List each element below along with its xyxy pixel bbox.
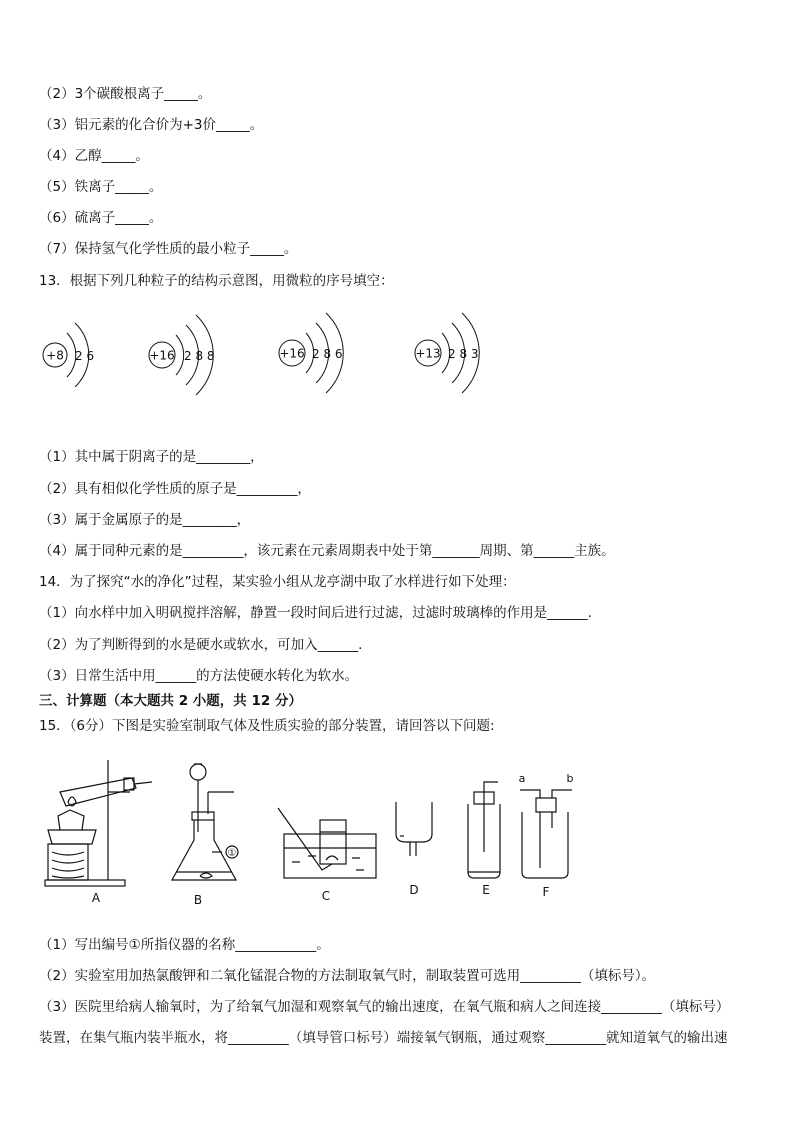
q13-item-4: （4）属于同种元素的是_________，该元素在元素周期表中处于第_______周期、第______主族。 xyxy=(39,543,615,559)
particle-2-nucleus: +16 xyxy=(149,348,175,363)
lab-apparatus-figure xyxy=(0,752,794,922)
particle-4-shells: 2 8 3 xyxy=(448,347,479,361)
apparatus-label-c: C xyxy=(321,889,331,903)
q15-item-1: （1）写出编号①所指仪器的名称____________。 xyxy=(39,937,330,953)
q14-stem: 14．为了探究“水的净化”过程，某实验小组从龙亭湖中取了水样进行如下处理： xyxy=(39,574,516,590)
apparatus-label-f: F xyxy=(542,885,550,899)
q13-item-2: （2）具有相似化学性质的原子是_________， xyxy=(39,481,311,497)
particle-diagrams xyxy=(0,298,794,438)
apparatus-f xyxy=(520,790,572,878)
particle-4-nucleus: +13 xyxy=(415,346,441,361)
port-a-label: a xyxy=(518,772,526,785)
particle-1-nucleus: +8 xyxy=(46,348,64,363)
particle-1 xyxy=(43,323,94,438)
apparatus-b xyxy=(172,764,238,880)
particle-3 xyxy=(279,313,343,438)
q13-item-1: （1）其中属于阴离子的是________， xyxy=(39,449,264,465)
apparatus-label-d: D xyxy=(409,883,419,897)
apparatus-label-e: E xyxy=(482,883,490,897)
q14-item-3: （3）日常生活中用______的方法使硬水转化为软水。 xyxy=(39,668,359,684)
particle-3-shells: 2 8 6 xyxy=(312,347,343,361)
q15-item-2: （2）实验室用加热氯酸钾和二氧化锰混合物的方法制取氧气时，制取装置可选用_________（填标号）。 xyxy=(39,968,656,984)
apparatus-marker: ① xyxy=(227,848,237,859)
apparatus-d xyxy=(396,802,432,856)
particle-3-nucleus: +16 xyxy=(279,346,305,361)
q14-item-1: （1）向水样中加入明矾搅拌溶解，静置一段时间后进行过滤，过滤时玻璃棒的作用是______. xyxy=(39,605,592,621)
particle-4 xyxy=(415,313,479,438)
apparatus-a xyxy=(45,760,152,886)
q12-item-5: （5）铁离子_____。 xyxy=(39,179,163,195)
particle-1-shells: 2 6 xyxy=(75,349,95,363)
q12-item-4: （4）乙醇_____。 xyxy=(39,148,149,164)
q12-item-2: （2）3个碳酸根离子_____。 xyxy=(39,86,212,102)
q15-item-3: （3）医院里给病人输氧时，为了给氧气加湿和观察氧气的输出速度，在氧气瓶和病人之间连接_________（填标号） xyxy=(39,999,730,1015)
q13-stem: 13．根据下列几种粒子的结构示意图，用微粒的序号填空： xyxy=(39,273,394,289)
apparatus-e xyxy=(468,782,500,878)
particle-2 xyxy=(149,315,215,438)
q14-item-2: （2）为了判断得到的水是硬水或软水，可加入______. xyxy=(39,637,363,653)
q12-item-3: （3）铝元素的化合价为+3价_____。 xyxy=(39,117,264,133)
q15-item-3-continued: 装置，在集气瓶内装半瓶水，将_________（填导管口标号）端接氧气钢瓶，通过观察_________就知道氧气的输出速 xyxy=(39,1030,728,1046)
apparatus-c xyxy=(278,808,376,878)
port-b-label: b xyxy=(566,772,574,785)
q15-stem: 15．（6分）下图是实验室制取气体及性质实验的部分装置，请回答以下问题: xyxy=(39,718,495,734)
apparatus-label-b: B xyxy=(193,893,203,907)
q13-item-3: （3）属于金属原子的是________， xyxy=(39,512,251,528)
particle-2-shells: 2 8 8 xyxy=(184,349,215,363)
q12-item-6: （6）硫离子_____。 xyxy=(39,210,163,226)
section-3-heading: 三、计算题（本大题共 2 小题，共 12 分） xyxy=(39,693,302,709)
apparatus-label-a: A xyxy=(91,891,101,905)
q12-item-7: （7）保持氢气化学性质的最小粒子_____。 xyxy=(39,241,298,257)
